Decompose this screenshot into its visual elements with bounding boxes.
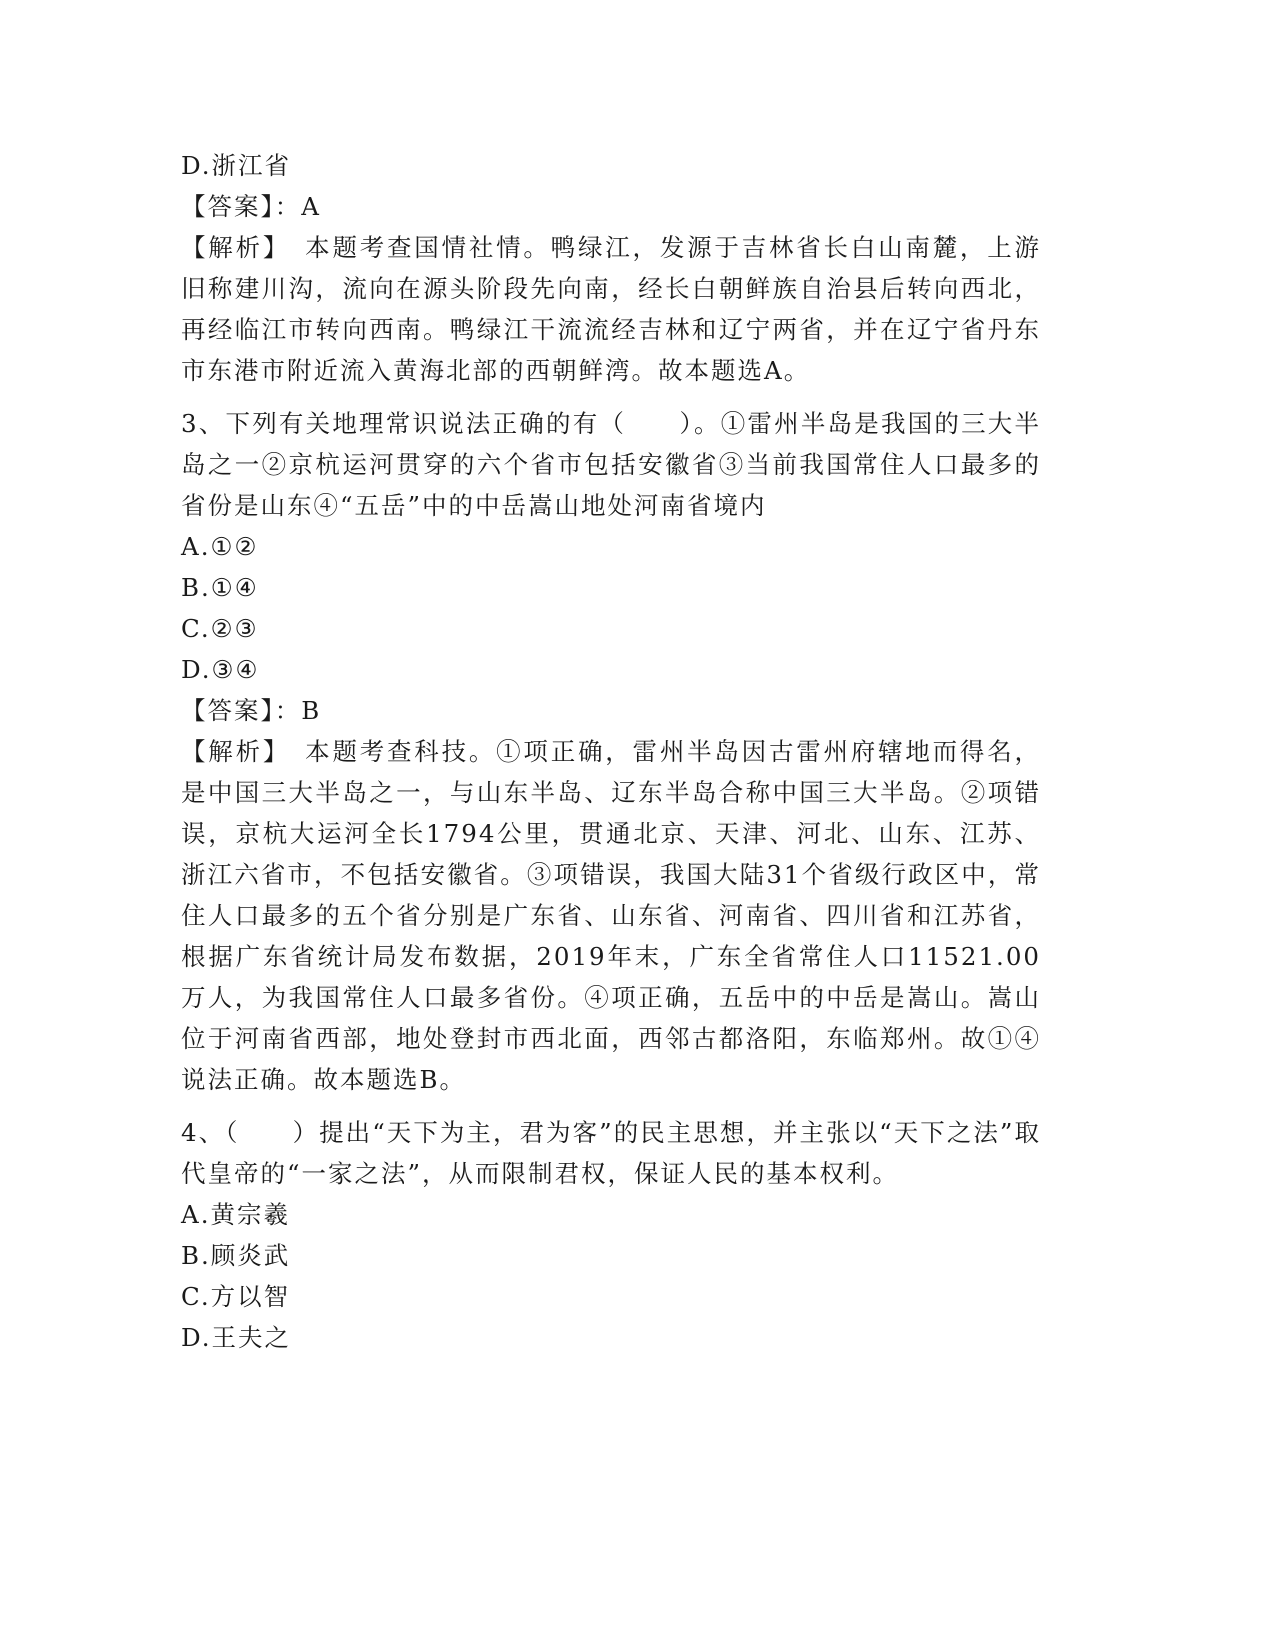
q3-option-c: C.②③ xyxy=(181,614,259,643)
q3-option-b: B.①④ xyxy=(181,573,259,602)
q4-option-d: D.王夫之 xyxy=(181,1323,292,1352)
q3-option-a: A.①② xyxy=(181,532,259,561)
q3-option-d: D.③④ xyxy=(181,655,260,684)
q2-answer: 【答案】：A xyxy=(181,192,321,221)
q2-explanation: 【解析】 本题考查国情社情。鸭绿江，发源于吉林省长白山南麓，上游旧称建川沟，流向在源头阶段先向南，经长白朝鲜族自治县后转向西北，再经临江市转向西南。鸭绿江干流流经吉林和辽宁两省，并在辽宁省丹东市东港市附近流入黄海北部的西朝鲜湾。故本题选A。 xyxy=(181,233,1041,385)
q4-option-b: B.顾炎武 xyxy=(181,1241,291,1270)
q2-option-d: D.浙江省 xyxy=(181,151,292,180)
q3-stem: 3、下列有关地理常识说法正确的有（ ）。①雷州半岛是我国的三大半岛之一②京杭运河贯穿的六个省市包括安徽省③当前我国常住人口最多的省份是山东④“五岳”中的中岳嵩山地处河南省境内 xyxy=(181,409,1041,520)
q4-option-c: C.方以智 xyxy=(181,1282,291,1311)
q3-explanation: 【解析】 本题考查科技。①项正确，雷州半岛因古雷州府辖地而得名，是中国三大半岛之一，与山东半岛、辽东半岛合称中国三大半岛。②项错误，京杭大运河全长1794公里，贯通北京、天津、河北、山东、江苏、浙江六省市，不包括安徽省。③项错误，我国大陆31个省级行政区中，常住人口最多的五个省分别是广东省、山东省、河南省、四川省和江苏省，根据广东省统计局发布数据，2019年末，广东全省常住人口11521.00万人，为我国常住人口最多省份。④项正确，五岳中的中岳是嵩山。嵩山位于河南省西部，地处登封市西北面，西邻古都洛阳，东临郑州。故①④说法正确。故本题选B。 xyxy=(181,737,1041,1094)
q3-answer: 【答案】：B xyxy=(181,696,322,725)
document-content xyxy=(181,145,1041,1358)
q4-option-a: A.黄宗羲 xyxy=(181,1200,290,1229)
q4-stem: 4、（ ）提出“天下为主，君为客”的民主思想，并主张以“天下之法”取代皇帝的“一家之法”，从而限制君权，保证人民的基本权利。 xyxy=(181,1118,1041,1188)
